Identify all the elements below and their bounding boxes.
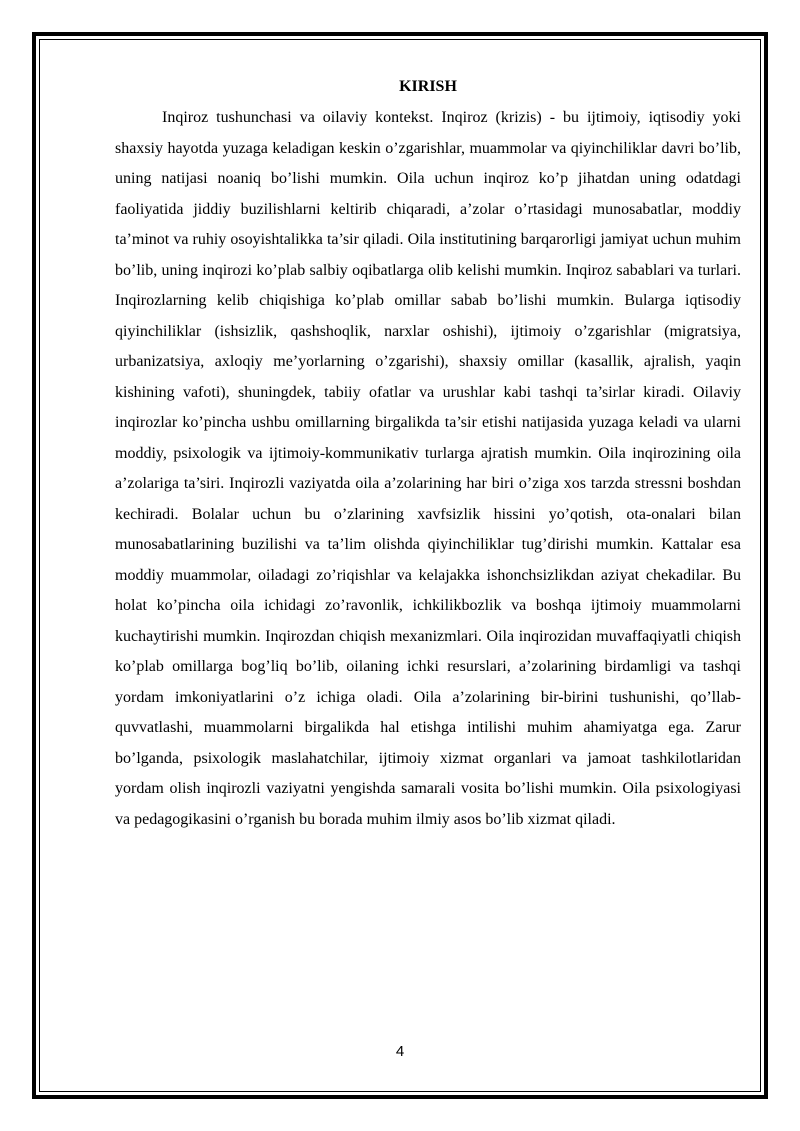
page-number: 4 — [395, 1043, 405, 1060]
body-paragraph: Inqiroz tushunchasi va oilaviy kontekst. Inqiroz (krizis) - bu ijtimoiy, iqtisodiy yoki shaxsiy hayotda yuzaga keladigan keskin o’zgarishlar, muammolar va qiyinchiliklar davri bo’lib, uning natijasi noaniq bo’lishi mumkin. Oila uchun inqiroz ko’p jihatdan uning odatdagi faoliyatida jiddiy buzilishlarni keltirib chiqaradi, a’zolar o’rtasidagi munosabatlar, moddiy ta’minot va ruhiy osoyishtalikka ta’sir qiladi. Oila institutining barqarorligi jamiyat uchun muhim bo’lib, uning inqirozi ko’plab salbiy oqibatlarga olib kelishi mumkin. Inqiroz sabablari va turlari. Inqirozlarning kelib chiqishiga ko’plab omillar sabab bo’lishi mumkin. Bularga iqtisodiy qiyinchiliklar (ishsizlik, qashshoqlik, narxlar oshishi), ijtimoiy o’zgarishlar (migratsiya, urbanizatsiya, axloqiy me’yorlarning o’zgarishi), shaxsiy omillar (kasallik, ajralish, yaqin kishining vafoti), shuningdek, tabiiy ofatlar va urushlar kabi tashqi ta’sirlar kiradi. Oilaviy inqirozlar ko’pincha ushbu omillarning birgalikda ta’sir etishi natijasida yuzaga keladi va ularni moddiy, psixologik va ijtimoiy-kommunikativ turlarga ajratish mumkin. Oila inqirozining oila a’zolariga ta’siri. Inqirozli vaziyatda oila a’zolarining har biri o’ziga xos tarzda stressni boshdan kechiradi. Bolalar uchun bu o’zlarining xavfsizlik hissini yo’qotish, ota-onalari bilan munosabatlarining buzilishi va ta’lim olishda qiyinchiliklar tug’dirishi mumkin. Kattalar esa moddiy muammolar, oiladagi zo’riqishlar va kelajakka ishonchsizlikdan aziyat chekadilar. Bu holat ko’pincha oila ichidagi zo’ravonlik, ichkilikbozlik va boshqa ijtimoiy muammolarni kuchaytirishi mumkin. Inqirozdan chiqish mexanizmlari. Oila inqirozidan muvaffaqiyatli chiqish ko’plab omillarga bog’liq bo’lib, oilaning ichki resurslari, a’zolarining birdamligi va tashqi yordam imkoniyatlarini o’z ichiga oladi. Oila a’zolarining bir-birini tushunishi, qo’llab-quvvatlashi, muammolarni birgalikda hal etishga intilishi muhim ahamiyatga ega. Zarur bo’lganda, psixologik maslahatchilar, ijtimoiy xizmat organlari va jamoat tashkilotlaridan yordam olish inqirozli vaziyatni yengishda samarali vosita bo’lishi mumkin. Oila psixologiyasi va pedagogikasini o’rganish bu borada muhim ilmiy asos bo’lib xizmat qiladi. — [115, 109, 741, 828]
section-title: KIRISH — [399, 78, 457, 95]
page-content — [115, 72, 741, 835]
